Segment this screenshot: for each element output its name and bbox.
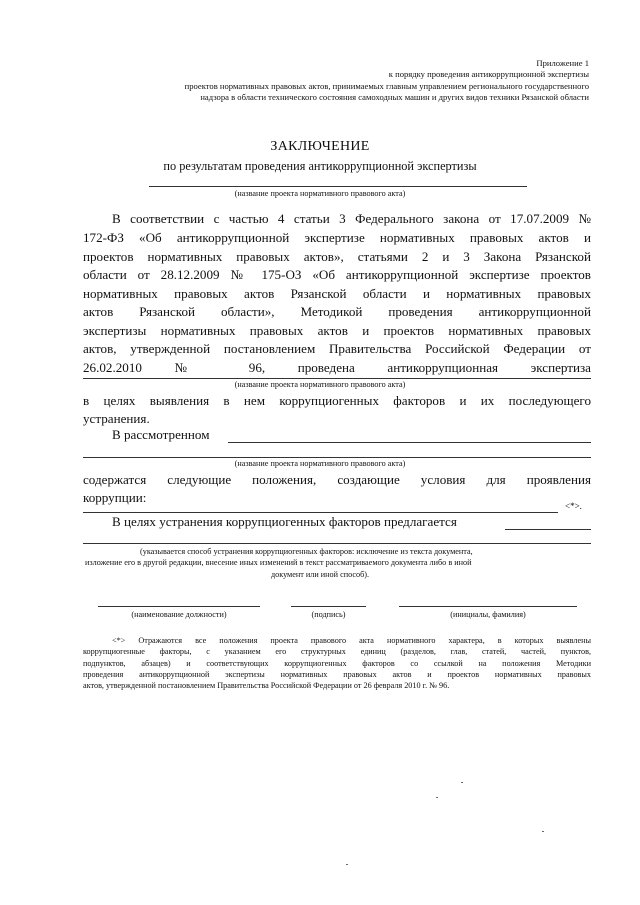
reviewed-label: В рассмотренном bbox=[112, 427, 210, 442]
appendix-line: проектов нормативных правовых актов, принимаемых главным управлением регионального государственного bbox=[184, 80, 589, 91]
main-paragraph-line: проектов нормативных правовых актов», статьями 2 и 3 Закона Рязанской bbox=[83, 249, 591, 264]
main-paragraph-line: экспертизы нормативных правовых актов и проектов нормативных правовых bbox=[83, 323, 591, 338]
footnote-line: коррупциогенные факторы, с указанием его структурных единиц (разделов, глав, статей, частей, пунктов, bbox=[83, 647, 591, 657]
elimination-blank-line bbox=[83, 543, 591, 544]
appendix-header bbox=[69, 58, 589, 104]
appendix-line: надзора в области технического состояния самоходных машин и других видов техники Рязанской области bbox=[200, 92, 589, 103]
method-note-line: изложение его в другой редакции, внесение иных изменений в текст рассматриваемого документа либо в иной bbox=[85, 558, 472, 567]
method-note-line: (указывается способ устранения коррупциогенных факторов: исключение из текста документа, bbox=[140, 547, 473, 556]
scan-speck bbox=[542, 831, 544, 832]
project-name-blank-line bbox=[83, 378, 591, 379]
footnote-marker: <*>. bbox=[565, 501, 582, 511]
project-name-caption: (название проекта нормативного правового акта) bbox=[234, 189, 406, 198]
scan-speck bbox=[436, 797, 438, 798]
scan-speck bbox=[461, 782, 463, 783]
project-name-blank-line bbox=[149, 186, 527, 187]
appendix-line: к порядку проведения антикоррупционной экспертизы bbox=[388, 69, 589, 80]
reviewed-blank-line bbox=[228, 442, 591, 443]
elimination-label: В целях устранения коррупциогенных факторов предлагается bbox=[112, 514, 457, 529]
footnote-line: подпунктов, абзацев) и соответствующих коррупциогенных факторов со ссылкой на положения Методики bbox=[83, 658, 591, 668]
purpose-line: в целях выявления в нем коррупциогенных факторов и их последующего bbox=[83, 393, 591, 408]
footnote-line: актов, утвержденной постановлением Правительства Российской Федерации от 26 февраля 2010 г. № 96. bbox=[83, 681, 450, 691]
document-title: ЗАКЛЮЧЕНИЕ bbox=[270, 139, 370, 154]
document-subtitle: по результатам проведения антикоррупционной экспертизы bbox=[163, 159, 477, 173]
project-name-blank-line bbox=[83, 457, 591, 458]
main-paragraph-line: 172-ФЗ «Об антикоррупционной экспертизе нормативных правовых актов и bbox=[83, 230, 591, 245]
position-signature-line bbox=[98, 606, 260, 607]
contains-line: содержатся следующие положения, создающие условия для проявления bbox=[83, 472, 591, 487]
sign-caption: (подпись) bbox=[311, 610, 346, 619]
main-paragraph-line: В соответствии с частью 4 статьи 3 Федерального закона от 17.07.2009 № bbox=[112, 211, 591, 226]
scan-speck bbox=[346, 864, 348, 865]
main-paragraph-line: актов, утвержденной постановлением Правительства Российской Федерации от bbox=[83, 341, 591, 356]
main-paragraph-line: 26.02.2010 № 96, проведена антикоррупционная экспертиза bbox=[83, 360, 591, 375]
project-name-caption: (название проекта нормативного правового акта) bbox=[234, 380, 406, 389]
elimination-blank-line bbox=[505, 529, 591, 530]
purpose-line: устранения. bbox=[83, 411, 150, 426]
contains-line: коррупции: bbox=[83, 490, 147, 505]
footnote-block bbox=[83, 635, 591, 691]
name-caption: (инициалы, фамилия) bbox=[450, 610, 526, 619]
sign-signature-line bbox=[291, 606, 366, 607]
footnote-line: проведения антикоррупционной экспертизы нормативных правовых актов и проектов нормативных правовых bbox=[83, 669, 591, 679]
main-paragraph-line: области от 28.12.2009 № 175-ОЗ «Об антикоррупционной экспертизе проектов bbox=[83, 267, 591, 282]
name-signature-line bbox=[399, 606, 577, 607]
main-paragraph-line: нормативных правовых актов Рязанской области и нормативных правовых bbox=[83, 286, 591, 301]
project-name-caption: (название проекта нормативного правового акта) bbox=[234, 459, 406, 468]
main-paragraph-line: актов Рязанской области», Методикой проведения антикоррупционной bbox=[83, 304, 591, 319]
provisions-blank-line bbox=[83, 512, 558, 513]
footnote-line: <*> Отражаются все положения проекта правового акта нормативного характера, в которых выявлены bbox=[112, 636, 591, 645]
appendix-number: Приложение 1 bbox=[536, 58, 589, 68]
position-caption: (наименование должности) bbox=[131, 610, 227, 619]
method-note-line: документ или иной способ). bbox=[270, 570, 370, 579]
